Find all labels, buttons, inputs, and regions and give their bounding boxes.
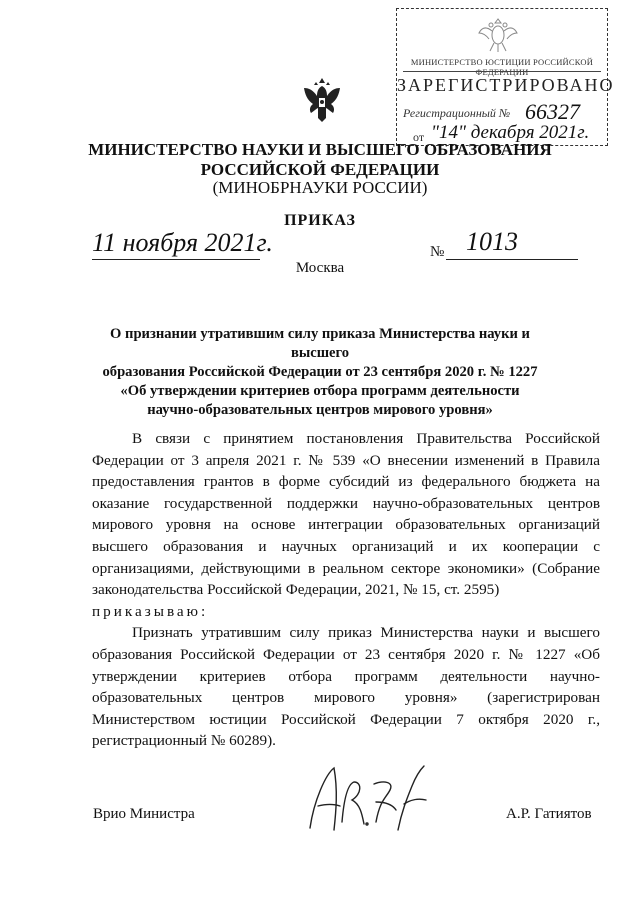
resolution-paragraph: Признать утратившим силу приказ Министерства науки и высшего образования Российской Федерации от 23 сентября 2020 г. № 1227 «Об утверждении критериев отбора программ деятельности научно-образовательных центров мирового уровня» (зарегистрирован Министерством юстиции Российской Федерации 7 октября 2020 г., регистрационный № 60289). (92, 624, 600, 750)
stamp-ministry-text: МИНИСТЕРСТВО ЮСТИЦИИ РОССИЙСКОЙ ФЕДЕРАЦИИ (410, 57, 594, 77)
stamp-date-prefix: от (413, 130, 425, 144)
order-number: 1013 (466, 227, 518, 256)
ministry-name-line1: МИНИСТЕРСТВО НАУКИ И ВЫСШЕГО ОБРАЗОВАНИЯ (88, 140, 552, 159)
signatory-role: Врио Министра (93, 806, 195, 822)
order-title-line2: образования Российской Федерации от 23 сентября 2020 г. № 1227 (102, 364, 538, 380)
stamp-divider (403, 71, 601, 72)
order-title (80, 325, 560, 420)
stamp-reg-number: 66327 (525, 99, 580, 124)
preamble-paragraph: В связи с принятием постановления Правительства Российской Федерации от 3 апреля 2021 г. № 539 «О внесении изменений в Правила предоставления грантов в форме субсидий из федерального бюджета на оказание государственной поддержки научно-образовательных центров мирового уровня на основе интеграции образовательных организаций высшего образования и научных организаций и их кооперации с организациями, действующими в реальном секторе экономики» (Собрание законодательства Российской Федерации, 2021, № 15, ст. 2595) (92, 430, 600, 599)
double-headed-eagle-emblem-icon (477, 15, 519, 55)
handwritten-signature (304, 760, 436, 836)
stamp-reg-number-label: Регистрационный № (403, 106, 511, 120)
registration-stamp (396, 8, 615, 146)
stamp-date: "14" декабря 2021г. (431, 122, 590, 143)
ministry-name-line2: РОССИЙСКОЙ ФЕДЕРАЦИИ (200, 160, 440, 179)
order-title-line4: научно-образовательных центров мирового уровня» (147, 402, 493, 418)
order-title-line3: «Об утверждении критериев отбора программ деятельности (120, 383, 520, 399)
stamp-registered-text: ЗАРЕГИСТРИРОВАНО (397, 75, 615, 95)
order-date: 11 ноября 2021г. (92, 228, 273, 257)
order-word: приказываю: (92, 602, 209, 620)
ministry-short-name: (МИНОБРНАУКИ РОССИИ) (212, 178, 428, 197)
document-type: ПРИКАЗ (284, 212, 356, 229)
number-sign: № (430, 244, 445, 260)
signatory-name: А.Р. Гатиятов (506, 806, 592, 822)
order-title-line1: О признании утратившим силу приказа Министерства науки и высшего (110, 326, 530, 361)
order-body (92, 428, 600, 752)
coat-of-arms-icon (303, 76, 341, 124)
city: Москва (295, 260, 345, 276)
